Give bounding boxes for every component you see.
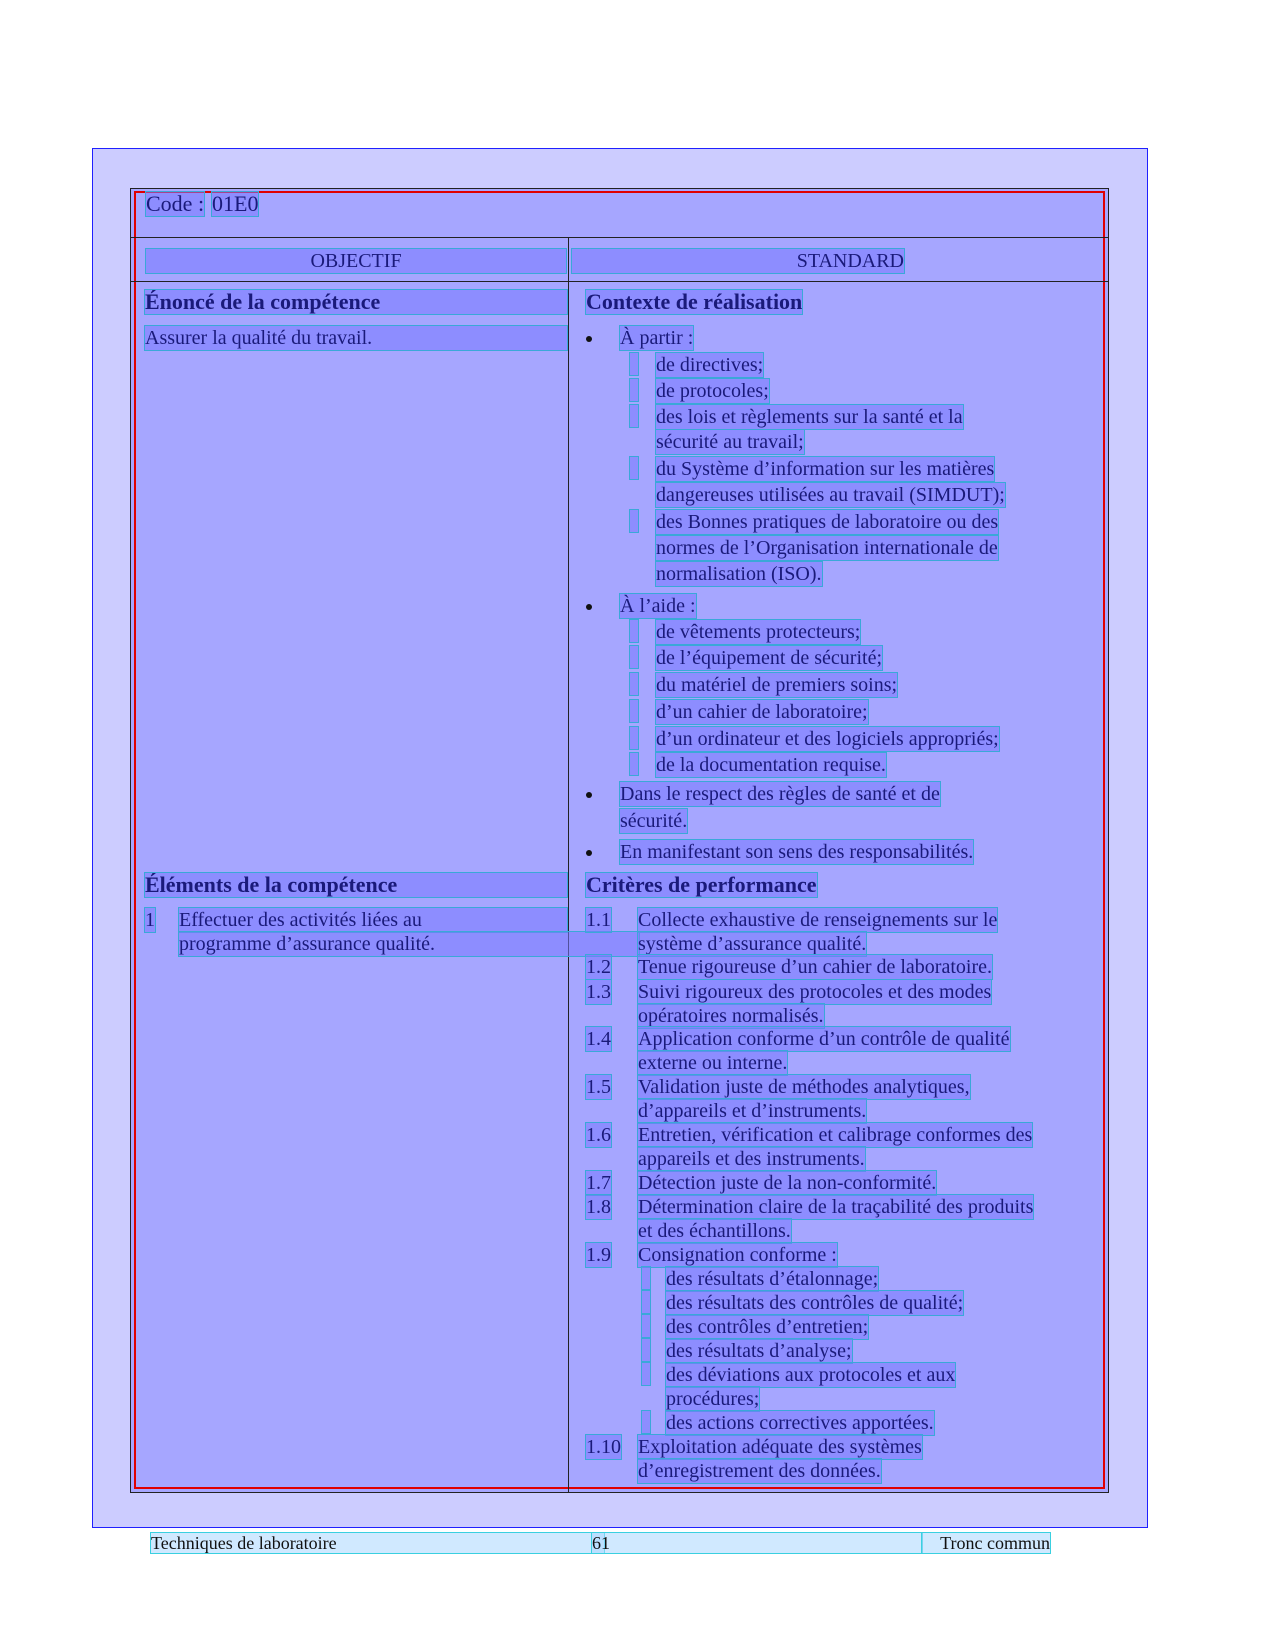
critere-number: 1.1 [586, 909, 611, 931]
sub-item-line: du Système d’information sur les matières [656, 458, 995, 480]
columns-divider [130, 281, 1109, 282]
element-line-1: Effectuer des activités liées au [179, 908, 567, 932]
sub-item-dash [630, 510, 638, 532]
critere-line: Collecte exhaustive de renseignements sur le [638, 909, 998, 931]
bullet-respect [586, 792, 592, 798]
consignation-line: des contrôles d’entretien; [666, 1316, 869, 1338]
sub-item-dash [630, 379, 638, 401]
column-header-objectif: OBJECTIF [146, 249, 566, 273]
consignation-dash [642, 1363, 650, 1385]
sub-item-dash [630, 405, 638, 427]
enonce-title: Énoncé de la compétence [145, 290, 567, 314]
sub-item-line: d’un cahier de laboratoire; [656, 701, 868, 723]
critere-number: 1.6 [586, 1124, 611, 1146]
critere-line: opératoires normalisés. [638, 1005, 824, 1027]
sub-item-dash [630, 353, 638, 375]
code-label: Code : [146, 191, 205, 216]
sub-item-line: des Bonnes pratiques de laboratoire ou des [656, 511, 999, 533]
enonce-text: Assurer la qualité du travail. [145, 326, 567, 350]
element-line-2: programme d’assurance qualité. [179, 932, 639, 956]
sub-item-line: de directives; [656, 354, 764, 376]
bullet-a-l-aide [586, 604, 592, 610]
critere-line: Entretien, vérification et calibrage conformes des [638, 1124, 1033, 1146]
consignation-line: des déviations aux protocoles et aux [666, 1364, 956, 1386]
critere-line: Exploitation adéquate des systèmes [638, 1436, 922, 1458]
group-label-a-l-aide: À l’aide : [620, 595, 696, 617]
critere-line: Application conforme d’un contrôle de qualité [638, 1028, 1010, 1050]
critere-number: 1.3 [586, 981, 611, 1003]
critere-line: Suivi rigoureux des protocoles et des modes [638, 981, 992, 1003]
sub-item-dash [630, 646, 638, 668]
critere-line: Détection juste de la non-conformité. [638, 1172, 937, 1194]
critere-number: 1.4 [586, 1028, 611, 1050]
consignation-line: des résultats d’étalonnage; [666, 1268, 879, 1290]
critere-line: appareils et des instruments. [638, 1148, 865, 1170]
sub-item-dash [630, 457, 638, 479]
consignation-line: des résultats d’analyse; [666, 1340, 852, 1362]
critere-number: 1.10 [586, 1436, 621, 1458]
critere-line: et des échantillons. [638, 1220, 791, 1242]
sub-item-line: de la documentation requise. [656, 754, 886, 776]
critere-line: d’enregistrement des données. [638, 1460, 881, 1482]
group-label-a-partir: À partir : [620, 327, 694, 349]
critere-line: système d’assurance qualité. [638, 933, 867, 955]
sub-item-line: de vêtements protecteurs; [656, 621, 861, 643]
sub-item-line: normes de l’Organisation internationale de [656, 537, 998, 559]
critere-number: 1.7 [586, 1172, 611, 1194]
critere-line: Validation juste de méthodes analytiques, [638, 1076, 970, 1098]
code-value: 01E0 [212, 191, 259, 216]
consignation-dash [642, 1291, 650, 1313]
consignation-line: des actions correctives apportées. [666, 1412, 934, 1434]
critere-line: externe ou interne. [638, 1052, 788, 1074]
consignation-dash [642, 1267, 650, 1289]
respect-line-2: sécurité. [620, 810, 688, 832]
sub-item-dash [630, 700, 638, 722]
consignation-line: des résultats des contrôles de qualité; [666, 1292, 964, 1314]
footer-page-number: 61 [592, 1533, 922, 1553]
sub-item-line: sécurité au travail; [656, 431, 804, 453]
column-header-standard: STANDARD [572, 249, 904, 273]
sub-item-dash [630, 620, 638, 642]
critere-number: 1.9 [586, 1244, 611, 1266]
consignation-dash [642, 1315, 650, 1337]
critere-line: Consignation conforme : [638, 1244, 837, 1266]
column-separator [568, 237, 569, 1493]
bullet-responsabilites [586, 850, 592, 856]
sub-item-line: du matériel de premiers soins; [656, 674, 898, 696]
critere-line: d’appareils et d’instruments. [638, 1100, 867, 1122]
contexte-title: Contexte de réalisation [586, 289, 803, 314]
sub-item-line: normalisation (ISO). [656, 563, 822, 585]
header-divider [130, 237, 1109, 238]
sub-item-dash [630, 753, 638, 775]
critere-number: 1.8 [586, 1196, 611, 1218]
sub-item-dash [630, 727, 638, 749]
consignation-line: procédures; [666, 1388, 760, 1410]
element-number: 1 [145, 909, 155, 931]
consignation-dash [642, 1411, 650, 1433]
sub-item-line: de l’équipement de sécurité; [656, 647, 883, 669]
sub-item-line: d’un ordinateur et des logiciels appropriés; [656, 728, 999, 750]
footer-program: Techniques de laboratoire [151, 1533, 604, 1553]
respect-line-1: Dans le respect des règles de santé et de [620, 783, 940, 805]
consignation-dash [642, 1339, 650, 1361]
critere-line: Détermination claire de la traçabilité des produits [638, 1196, 1034, 1218]
footer-tronc: Tronc commun [922, 1533, 1050, 1553]
critere-number: 1.2 [586, 956, 611, 978]
critere-number: 1.5 [586, 1076, 611, 1098]
sub-item-line: de protocoles; [656, 380, 769, 402]
elements-title: Éléments de la compétence [145, 873, 567, 897]
sub-item-line: des lois et règlements sur la santé et la [656, 406, 963, 428]
sub-item-line: dangereuses utilisées au travail (SIMDUT); [656, 484, 1005, 506]
criteres-title: Critères de performance [586, 872, 817, 897]
critere-line: Tenue rigoureuse d’un cahier de laboratoire. [638, 956, 992, 978]
sub-item-dash [630, 673, 638, 695]
responsabilites-line: En manifestant son sens des responsabilités. [620, 841, 974, 863]
bullet-a-partir [586, 336, 592, 342]
